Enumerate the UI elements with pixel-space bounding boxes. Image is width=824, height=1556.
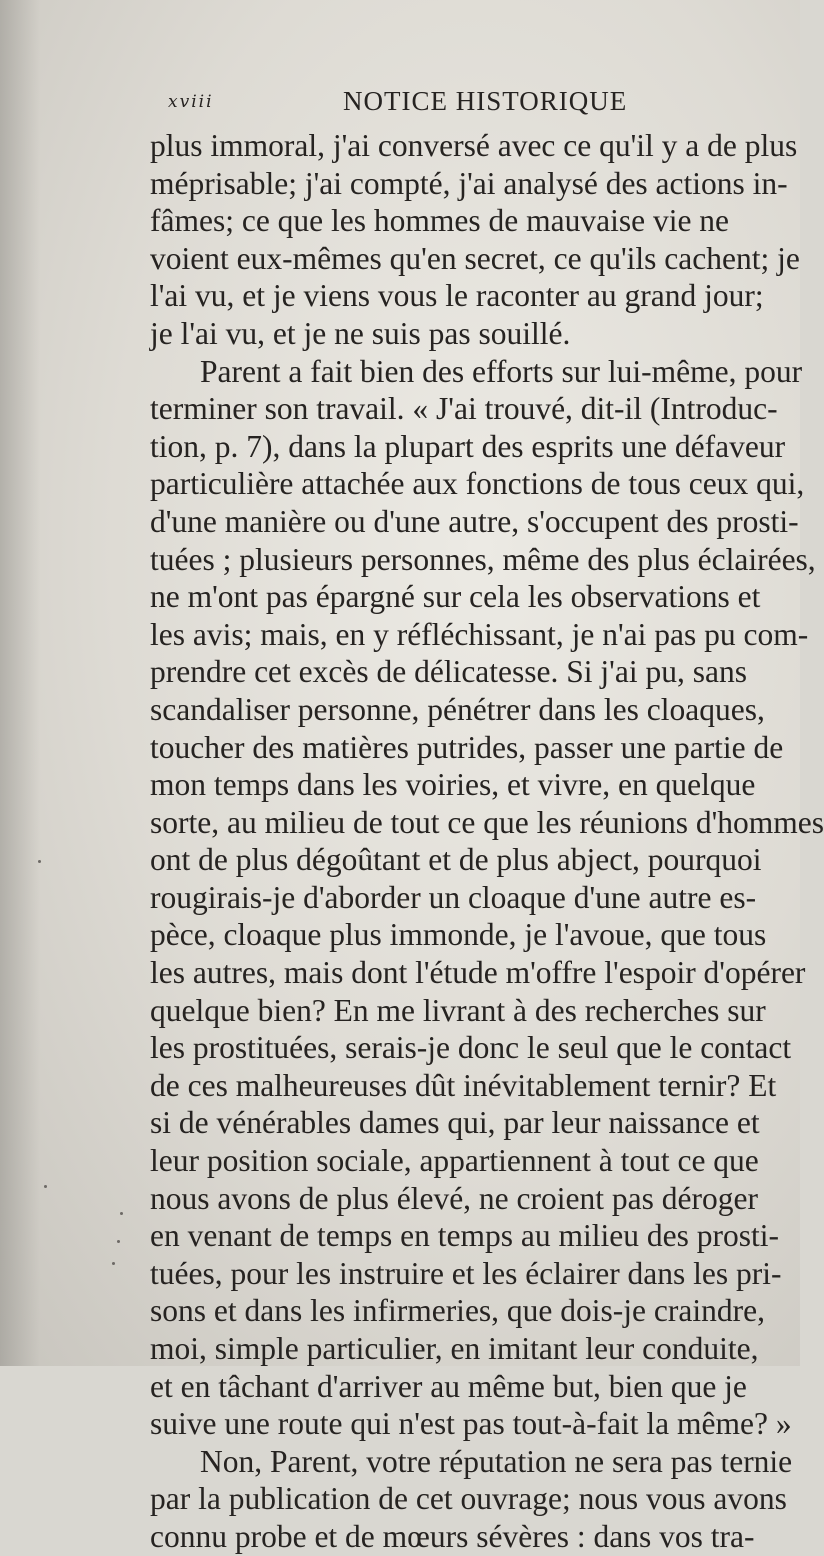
paper-speck xyxy=(112,1262,115,1265)
text-line: suive une route qui n'est pas tout-à-fait la même? » xyxy=(150,1406,792,1442)
text-line: leur position sociale, appartiennent à tout ce que xyxy=(150,1143,759,1179)
text-line: et en tâchant d'arriver au même but, bien que je xyxy=(150,1368,747,1404)
text-line: sorte, au milieu de tout ce que les réunions d'hommes xyxy=(150,804,824,840)
text-line: méprisable; j'ai compté, j'ai analysé des actions in- xyxy=(150,165,788,201)
text-line: Parent a fait bien des efforts sur lui-même, pour xyxy=(200,353,803,389)
text-line: mon temps dans les voiries, et vivre, en quelque xyxy=(150,767,756,803)
text-line: prendre cet excès de délicatesse. Si j'ai pu, sans xyxy=(150,654,747,690)
text-line: toucher des matières putrides, passer une partie de xyxy=(150,729,784,765)
text-line: particulière attachée aux fonctions de tous ceux qui, xyxy=(150,466,805,502)
text-line: de ces malheureuses dût inévitablement ternir? Et xyxy=(150,1067,777,1103)
text-line: pèce, cloaque plus immonde, je l'avoue, que tous xyxy=(150,917,767,953)
text-line: fâmes; ce que les hommes de mauvaise vie ne xyxy=(150,203,730,239)
paper-speck xyxy=(38,860,41,863)
paper-speck xyxy=(120,1212,123,1215)
text-line: quelque bien? En me livrant à des recherches sur xyxy=(150,992,766,1028)
text-line: si de vénérables dames qui, par leur naissance et xyxy=(150,1105,760,1141)
text-line: tuées ; plusieurs personnes, même des plus éclairées, xyxy=(150,541,816,577)
text-line: scandaliser personne, pénétrer dans les cloaques, xyxy=(150,691,765,727)
paper-speck xyxy=(44,1185,47,1188)
text-line: tuées, pour les instruire et les éclairer dans les pri- xyxy=(150,1255,782,1291)
text-line: en venant de temps en temps au milieu des prosti- xyxy=(150,1218,779,1254)
body-text xyxy=(150,127,824,1556)
text-line: les autres, mais dont l'étude m'offre l'espoir d'opérer xyxy=(150,955,806,991)
text-line: d'une manière ou d'une autre, s'occupent des prosti- xyxy=(150,503,799,539)
text-line: ont de plus dégoûtant et de plus abject, pourquoi xyxy=(150,842,762,878)
page-header xyxy=(150,86,750,118)
text-line: terminer son travail. « J'ai trouvé, dit-il (Introduc- xyxy=(150,391,778,427)
text-line: tion, p. 7), dans la plupart des esprits une défaveur xyxy=(150,428,786,464)
text-line: l'ai vu, et je viens vous le raconter au grand jour; xyxy=(150,278,764,314)
text-line: moi, simple particulier, en imitant leur conduite, xyxy=(150,1331,759,1366)
running-head: NOTICE HISTORIQUE xyxy=(343,86,628,116)
text-line: par la publication de cet ouvrage; nous vous avons xyxy=(150,1481,787,1517)
text-line: voient eux-mêmes qu'en secret, ce qu'ils cachent; je xyxy=(150,240,800,276)
text-line: les avis; mais, en y réfléchissant, je n'ai pas pu com- xyxy=(150,616,809,652)
text-line: nous avons de plus élevé, ne croient pas déroger xyxy=(150,1180,758,1216)
text-line: rougirais-je d'aborder un cloaque d'une autre es- xyxy=(150,879,757,915)
gutter-shadow xyxy=(0,0,40,1366)
page-number: xviii xyxy=(168,92,214,112)
text-line: sons et dans les infirmeries, que dois-je craindre, xyxy=(150,1293,765,1329)
paper-speck xyxy=(117,1240,120,1243)
text-line: plus immoral, j'ai conversé avec ce qu'il y a de plus xyxy=(150,128,798,163)
text-line: connu probe et de mœurs sévères : dans vos tra- xyxy=(150,1518,755,1554)
text-line: ne m'ont pas épargné sur cela les observations et xyxy=(150,579,761,615)
text-line: Non, Parent, votre réputation ne sera pas ternie xyxy=(200,1443,793,1479)
text-line: les prostituées, serais-je donc le seul que le contact xyxy=(150,1030,792,1066)
text-line: je l'ai vu, et je ne suis pas souillé. xyxy=(150,315,571,351)
